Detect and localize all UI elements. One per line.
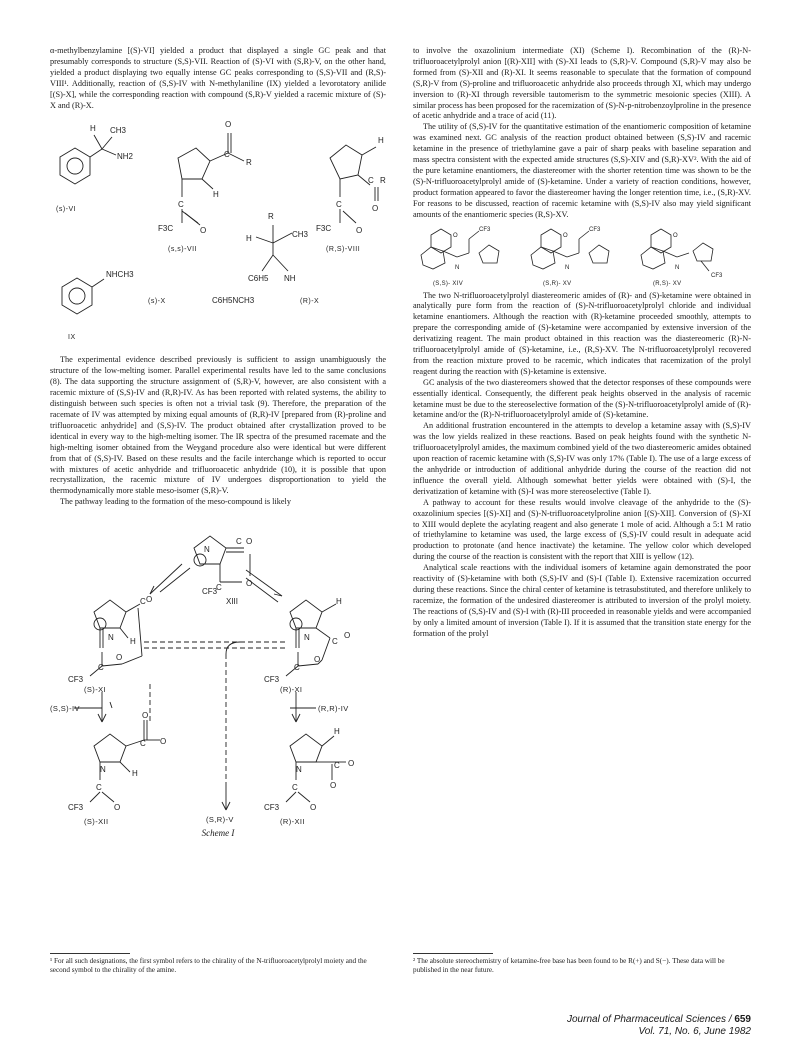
scheme-i-figure	[50, 514, 386, 839]
right-paragraph-3: The two N-trifluoroacetylprolyl diastereomeric amides of (R)- and (S)-ketamine were obtained in analytically pure form from the reaction of (S)-N-trifluoroacetylprolyl chloride and individual ketamine enantiomers. Although the reaction with (R)-ketamine proceeded smoothly, attempts to prepare the corresponding amide of (S)-ketamine were accompanied by extensive inversion of the derivatizing reagent. The main product obtained in this reaction was the diastereomeric (R)-N-trifluoroacetylprolyl amide of (S)-ketamine, i.e., (R,S)-XV. The N-trifluoroacetylprolyl recovered from the reaction mixture proved to be racemic, which indicates that racemization of the prolyl reagent during the reaction with (S)-ketamine is extensive.	[413, 290, 751, 376]
vii-o2-label: O	[200, 226, 207, 236]
label-r-xi: (R)-XI	[280, 685, 303, 695]
ket1-o: O	[453, 232, 458, 239]
ket3-o: O	[673, 232, 678, 239]
right-paragraph-1: to involve the oxazolinium intermediate (XI) (Scheme I). Recombination of the (R)-N-trifluoroacetylprolyl anion [(R)-XII] with (S)-XI leads to (S,R)-V. Compound (S,R)-V may also be formed from (S)-XII and (R)-XI. It seems reasonable to speculate that the formation of compound (S,R)-V from (S)-proline and trifluoroacetic anhydride also proceeds through XI, which may undergo inversion to (R)-XI through reversible tautomerism to the symmetric mesoionic species (XIII). A similar process has been proposed for the racemization of (S)-N-p-nitrobenzoylproline in the presence of acetic anhydride and a trace of acid (11).	[413, 46, 751, 121]
rxii-c2: C	[292, 783, 298, 793]
r-nh-label: NH	[284, 274, 296, 284]
rxii-o3: O	[310, 803, 317, 813]
viii-o-label: O	[372, 204, 379, 214]
vii-f3c-label: F3C	[158, 224, 174, 234]
benzene-ring-ix	[62, 278, 92, 314]
page-number: 659	[734, 1014, 751, 1025]
rxi-cf3: CF3	[264, 675, 280, 685]
ket2-cf3: CF3	[589, 226, 601, 233]
rxii-o: O	[348, 759, 355, 769]
vii-o-label: O	[225, 120, 232, 130]
left-column	[50, 46, 386, 839]
viii-f3c-label: F3C	[316, 224, 332, 234]
vii-c2-label: C	[178, 200, 184, 210]
footnote-rule-left	[50, 953, 130, 954]
label-s-xi: (S)-XI	[84, 685, 106, 695]
sxii-c2: C	[96, 783, 102, 793]
label-ss-vii: (s,s)-VII	[168, 246, 197, 254]
sxii-h: H	[132, 769, 138, 779]
rxi-h: H	[336, 597, 342, 607]
label-rs-viii: (R,S)-VIII	[326, 246, 361, 254]
benzene-ring-vi	[60, 148, 90, 184]
label-s-xii: (S)-XII	[84, 817, 109, 827]
right-paragraph-7: Analytical scale reactions with the individual isomers of ketamine again demonstrated the poor reactivity of (S)-ketamine with both (S,S)-IV and (S)-I (Table I). Extensive racemization occurred during these reactions. Since the chiral center of ketamine is tetrasubstituted, and therefore unlikely to racemize, the formation of the undesired diastereomer is attributed to inversion of the prolyl moiety. The reactions of (S,S)-IV and (S)-I with (R)-III proceeded in reasonable yields and were accompanied by only a limited amount of inversion (Table I). If it is assumed that the transition state energy for the formation of the prolyl	[413, 563, 751, 638]
vii-c-label: C	[224, 150, 230, 160]
journal-footer	[567, 1014, 751, 1038]
ket3-cf3: CF3	[711, 272, 723, 279]
label-s-x: (s)-X	[148, 298, 166, 306]
label-sr-xv: (S,R)- XV	[543, 280, 572, 287]
rxi-c2: C	[294, 663, 300, 673]
right-paragraph-5: An additional frustration encountered in the attempts to develop a ketamine assay with (S,S)-IV was the low yields realized in these reactions. Based on peak heights found with the synthetic N-trifluoroacetylprolyl amides, the maximum combined yield of the two diastereomeric amides obtained upon reaction of racemic ketamine with (S,S)-IV was only 17% (Table I). The use of a large excess of the anhydride or introduction of additional anhydride during the course of the reaction did not influence the overall yield. Although somewhat better yields were obtained with (S)-I, the derivatization of ketamine with (S)-I was more stereoselective (Table I).	[413, 421, 751, 496]
sxi-c2: C	[98, 663, 104, 673]
ket1-cf3: CF3	[479, 226, 491, 233]
left-paragraph-3: The pathway leading to the formation of the meso-compound is likely	[60, 497, 291, 507]
vii-h-label: H	[213, 190, 219, 200]
viii-c2-label: C	[336, 200, 342, 210]
sxi-n: N	[108, 633, 114, 643]
vi-ch3-label: CH3	[110, 126, 127, 136]
structures-drawing	[50, 113, 386, 351]
right-paragraph-6: A pathway to account for these results would involve cleavage of the anhydride to the (S)-oxazolinium species [(S)-XI] and (S)-N-trifluoroacetylproline anion [(S)-XII]. Conversion of (S)-XI to XIII would deplete the acylating reagent and also generate 1 mole of acid. Although a 5:1 M ratio of triethylamine to ketamine was used, the large excess of (S,S)-IV could result in adequate acid production to protonate (and hence inactivate) the ketamine. The yellow color which developed during the course of the reaction is consistent with the report that XIII is yellow (12).	[413, 497, 751, 562]
c6h5nch3-label: C6H5NCH3	[212, 296, 255, 306]
rxii-n: N	[296, 765, 302, 775]
sxi-o2: O	[116, 653, 123, 663]
sxii-o: O	[142, 711, 149, 721]
r-ch3-label: CH3	[292, 230, 309, 240]
label-r-xii: (R)-XII	[280, 817, 305, 827]
sxi-h: H	[130, 637, 136, 647]
label-s-vi: (s)-VI	[56, 206, 77, 214]
vii-r-label: R	[246, 158, 252, 168]
ix-nhch3-label: NHCH3	[106, 270, 134, 280]
r-group-label: R	[268, 212, 274, 222]
rxi-o2: O	[314, 655, 321, 665]
scheme-caption: Scheme I	[201, 828, 235, 839]
sxi-c: C	[140, 597, 146, 607]
viii-h-label: H	[378, 136, 384, 146]
xiii-label: XIII	[226, 597, 239, 607]
journal-issue: Vol. 71, No. 6, June 1982	[638, 1026, 751, 1037]
structure-sr-xv	[531, 226, 609, 269]
journal-name: Journal of Pharmaceutical Sciences /	[567, 1014, 732, 1025]
vi-h-label: H	[90, 124, 96, 134]
left-paragraph-2: The experimental evidence described previously is sufficient to assign unambiguously the structure of the low-melting isomer. Parallel experimental results have led to the same conclusions (8). The data supporting the structure assignment of (S,R)-V, however, are also consistent with a racemic mixture of (S,S)-IV and (R,R)-IV. As has been reported with related systems, the ability to distinguish between such species is often not a trivial task (9). Therefore, the preparation of the racemate of IV was attempted by mixing equal amounts of (R,R)-IV [prepared from (R)-proline and trifluoroacetic anhydride] and (S,S)-IV. The product obtained after crystallization proved to be identical in every way to the high-melting isomer. The IR spectra of the presumed racemate and the high-melting isomer obtained from the Weygand procedure also were identical but were different from that of (S,S)-IV. Based on these results and the facile interchange which is reported to occur with mixtures of acetic anhydride and trifluoroacetic anhydride (10), it is possible that upon recrystallization, the racemic mixture of IV undergoes disproportionation to yield the thermodynamically more stable meso-isomer (S,R)-V.	[50, 355, 386, 496]
ketamine-structures-drawing	[413, 225, 751, 287]
sxii-c: C	[140, 739, 146, 749]
sxii-cf3: CF3	[68, 803, 84, 813]
xiii-o: O	[246, 537, 253, 547]
label-rs-xv: (R,S)- XV	[653, 280, 682, 287]
left-paragraph-1: α-methylbenzylamine [(S)-VI] yielded a product that displayed a single GC peak and that presumably corresponds to structure (S,S)-VII. Reaction of (S)-VI with (S,R)-V, on the other hand, yielded a product displaying two equally intense GC peaks corresponding to (S,S)-VII and (R,S)-VIII¹. Additionally, reaction of (S,S)-IV with N-methylaniline (IX) yielded a levorotatory anilide [(S)-X], while the corresponding reaction with compound (S,R)-V yielded a racemic mixture of (S)-X and (R)-X.	[50, 46, 386, 110]
sxi-cf3: CF3	[68, 675, 84, 685]
sxii-o3: O	[114, 803, 121, 813]
ket2-o: O	[563, 232, 568, 239]
footnote-2: ² The absolute stereochemistry of ketamine-free base has been found to be R(+) and S(−). These data will be published in the near future.	[413, 957, 725, 974]
rxii-o2: O	[330, 781, 337, 791]
footnote-rule-right	[413, 953, 493, 954]
scheme-i-drawing	[50, 514, 386, 839]
xiii-o2: O	[246, 579, 253, 589]
footnote-1: ¹ For all such designations, the first symbol refers to the chirality of the N-trifluoroacetylprolyl moiety and the second symbol to the chirality of the amine.	[50, 957, 367, 974]
label-rr-iv: (R,R)-IV	[318, 704, 349, 714]
structure-ss-xiv	[421, 226, 499, 269]
ketamine-structures-figure	[413, 225, 751, 287]
ket2-n: N	[565, 264, 570, 271]
xiii-n: N	[204, 545, 210, 555]
sxii-n: N	[100, 765, 106, 775]
rxi-n: N	[304, 633, 310, 643]
ket3-n: N	[675, 264, 680, 271]
vi-nh2-label: NH2	[117, 152, 134, 162]
right-paragraph-4: GC analysis of the two diastereomers showed that the detector responses of these compounds were essentially identical. Consequently, the different peak heights observed in the analysis of racemic ketamine must be due to the stereoselective formation of the (S)-N-trifluoroacetylprolyl amide of (R)-ketamine and/or the (R)-N-trifluoroacetylprolyl amide of (S)-ketamine.	[413, 377, 751, 420]
label-sr-v: (S,R)-V	[206, 815, 234, 825]
rxii-c: C	[334, 761, 340, 771]
right-column	[413, 46, 751, 640]
structures-figure	[50, 113, 386, 351]
r-h-label: H	[246, 234, 252, 244]
xiii-c2: C	[216, 583, 222, 593]
rxii-cf3: CF3	[264, 803, 280, 813]
viii-o2-label: O	[356, 226, 363, 236]
right-paragraph-2: The utility of (S,S)-IV for the quantitative estimation of the enantiomeric composition of ketamine was examined next. GC analysis of the reaction product obtained between (S,S)-IV and racemic ketamine in the presence of triethylamine gave a pair of sharp peaks with baseline separation and mass spectra consistent with the expected amide structures (S,S)-XIV and (S,R)-XV². With the aid of the pure ketamine enantiomers, the diastereomer with the shorter retention time was shown to be the (S)-N-trifluoroacetylprolyl amide of (S)-ketamine. Under a variety of reaction conditions, however, product formation appeared to favor the diastereomer having the longer retention time, i.e., (S,R)-XV. For reasons to be discussed, reaction of racemic ketamine with (S,S)-IV also may yield significant amounts of the enantiomeric species (R,S)-XV.	[413, 122, 751, 219]
rxii-h: H	[334, 727, 340, 737]
rxi-o: O	[344, 631, 351, 641]
viii-c-label: C	[368, 176, 374, 186]
label-ix: IX	[68, 334, 76, 342]
xiii-c: C	[236, 537, 242, 547]
rxi-c: C	[332, 637, 338, 647]
sxi-o: O	[146, 595, 153, 605]
label-ss-xiv: (S,S)- XIV	[433, 280, 464, 287]
ket1-n: N	[455, 264, 460, 271]
label-ss-iv: (S,S)-IV	[50, 704, 80, 714]
viii-r-label: R	[380, 176, 386, 186]
label-r-x: (R)-X	[300, 298, 320, 306]
r-c6h5-label: C6H5	[248, 274, 269, 284]
xiii-cf3: CF3	[202, 587, 218, 597]
sxii-o2: O	[160, 737, 167, 747]
